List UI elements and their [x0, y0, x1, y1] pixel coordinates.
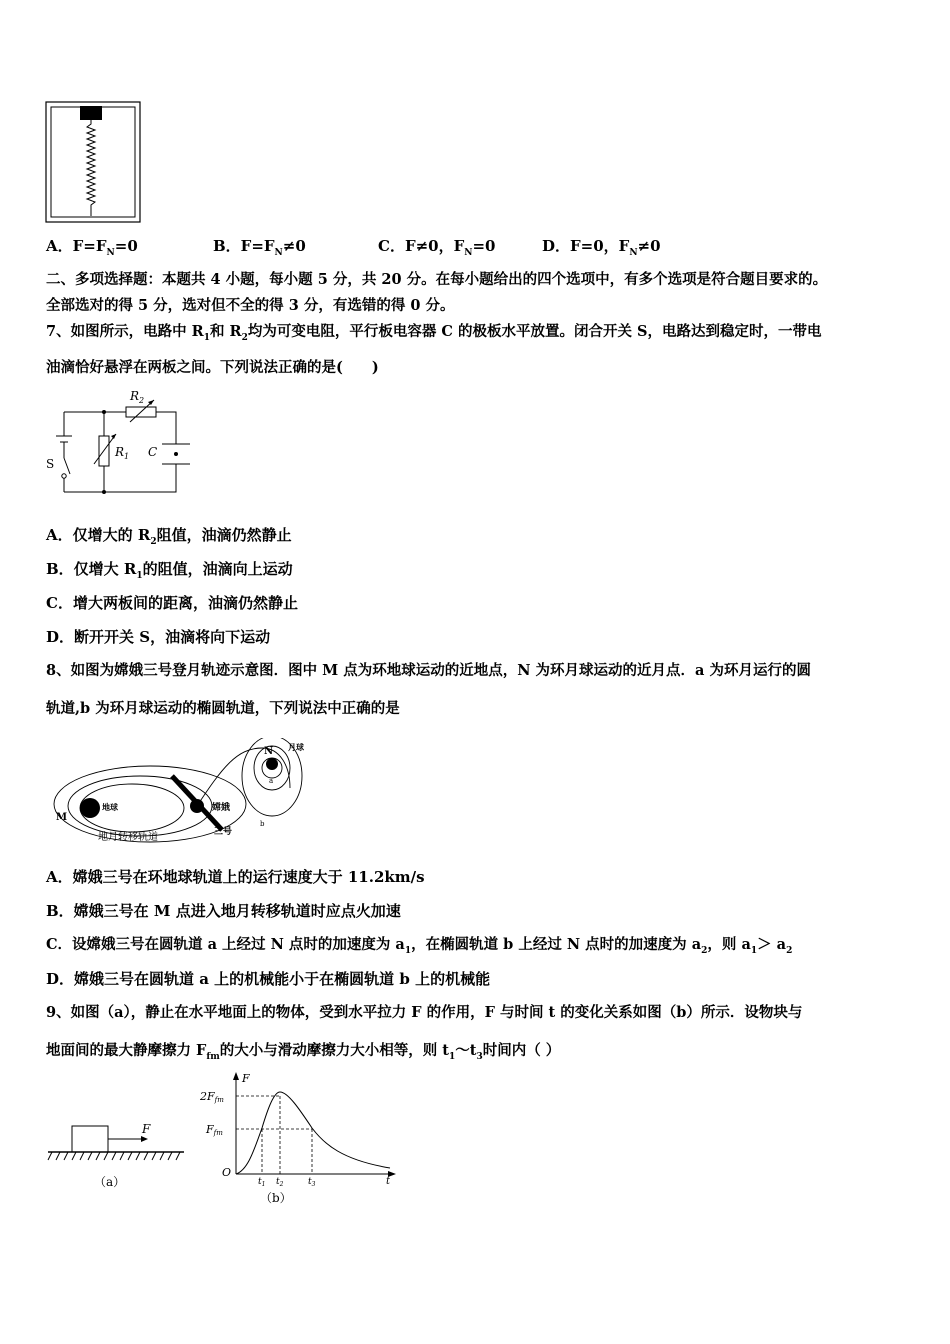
moon-label: 月球	[288, 742, 304, 752]
n-label: N	[264, 746, 274, 757]
option-c[interactable]: C．增大两板间的距离，油滴仍然静止	[46, 594, 298, 612]
c-label: C	[148, 445, 158, 459]
t1-label: $t_1$	[258, 1177, 266, 1188]
s-label: S	[46, 457, 55, 471]
fig-a-caption: （a）	[94, 1175, 126, 1189]
f-axis-label: F	[242, 1072, 250, 1085]
t-axis-label: t	[386, 1176, 391, 1187]
question-8-stem: 8、如图为嫦娥三号登月轨迹示意图．图中 M 点为环地球运动的近地点，N 为环月球运动的近月点．a 为环月运行的圆	[46, 662, 811, 679]
force-label: F	[142, 1122, 151, 1136]
option-a[interactable]: A．嫦娥三号在环地球轨道上的运行速度大于 11.2km/s	[46, 868, 425, 886]
earth-label: 地球	[102, 802, 118, 812]
block-figure	[44, 1116, 189, 1194]
spring-figure	[44, 100, 142, 224]
question-8-stem-2: 轨道,b 为环月球运动的椭圆轨道，下列说法中正确的是	[46, 700, 400, 717]
option-b[interactable]: B．$F=F_N\ne 0$	[213, 237, 306, 258]
option-d[interactable]: D．F=0，$F_N\ne 0$	[542, 237, 661, 258]
question-7-stem-2: 油滴恰好悬浮在两板之间。下列说法正确的是( )	[46, 359, 379, 376]
option-b[interactable]: B．仅增大 $R_1$的阻值，油滴向上运动	[46, 560, 293, 581]
option-b[interactable]: B．嫦娥三号在 M 点进入地月转移轨道时应点火加速	[46, 902, 401, 920]
option-d[interactable]: D．断开开关 S，油滴将向下运动	[46, 628, 271, 646]
option-a[interactable]: A．仅增大的 $R_2$阻值，油滴仍然静止	[46, 526, 292, 547]
r1-label: $R_1$	[115, 445, 130, 461]
option-a[interactable]: A．$F=F_N=0$	[46, 237, 138, 258]
question-7-stem: 7、如图所示，电路中 $R_1$和 $R_2$均为可变电阻，平行板电容器 C 的极板水平放置。闭合开关 S，电路达到稳定时，一带电	[46, 323, 822, 343]
orbit-b-label: b	[260, 820, 265, 828]
transfer-orbit-label: 地月转移轨道	[98, 832, 158, 843]
question-9-stem-2: 地面间的最大静摩擦力 $F_{fm}$的大小与滑动摩擦力大小相等，则 $t_1\sim t_3$时间内（ ）	[46, 1042, 561, 1062]
origin-label: O	[222, 1166, 232, 1179]
force-time-graph	[196, 1070, 402, 1210]
fig-b-caption: （b）	[260, 1191, 292, 1205]
orbit-diagram	[52, 738, 322, 850]
section-instructions: 全部选对的得 5 分，选对但不全的得 3 分，有选错的得 0 分。	[46, 297, 455, 314]
question-9-stem: 9、如图（a），静止在水平地面上的物体，受到水平拉力 F 的作用，F 与时间 t 的变化关系如图（b）所示．设物块与	[46, 1004, 803, 1021]
fm-label: Ffm	[206, 1123, 223, 1137]
m-label: M	[56, 812, 68, 823]
t2-label: $t_2$	[276, 1177, 284, 1188]
r2-label: $R_2$	[130, 389, 145, 405]
section-heading: 二、多项选择题：本题共 4 小题，每小题 5 分，共 20 分。在每小题给出的四个选项中，有多个选项是符合题目要求的。	[46, 271, 828, 288]
change-label: 嫦娥	[212, 803, 231, 813]
2fm-label: 2Ffm	[200, 1090, 224, 1104]
t3-label: $t_3$	[308, 1177, 316, 1188]
option-c[interactable]: C．F≠0，$F_N=0$	[378, 237, 496, 258]
three-label: 三号	[214, 827, 233, 837]
orbit-a-label: a	[269, 777, 274, 785]
option-d[interactable]: D．嫦娥三号在圆轨道 a 上的机械能小于在椭圆轨道 b 上的机械能	[46, 970, 491, 988]
option-c[interactable]: C．设嫦娥三号在圆轨道 a 上经过 N 点时的加速度为 $a_1$，在椭圆轨道 b 上经过 N 点时的加速度为 $a_2$，则 $a_1> a_2$	[46, 936, 793, 956]
circuit-diagram	[40, 386, 200, 498]
